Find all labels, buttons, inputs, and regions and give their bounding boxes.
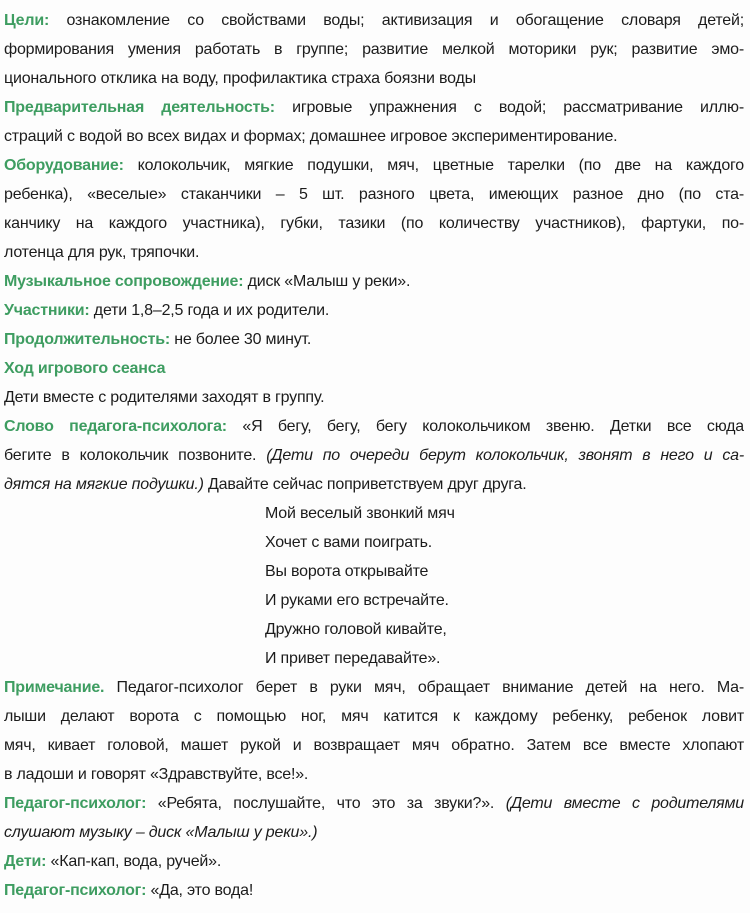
stage-direction-text: дятся на мягкие подушки.) (4, 476, 204, 493)
text-line (4, 93, 744, 122)
text-run: страций с водой во всех видах и формах; домашнее игровое экспериментирование. (4, 128, 618, 145)
text-run: И руками его встречайте. (265, 592, 449, 609)
text-line (4, 586, 744, 615)
paragraph (4, 296, 744, 325)
text-line (4, 180, 744, 209)
paragraph (4, 267, 744, 296)
text-run: И привет передавайте». (265, 650, 441, 667)
text-run: Хочет с вами поиграть. (265, 534, 433, 551)
text-run: Дружно головой кивайте, (265, 621, 447, 638)
text-line (4, 818, 744, 847)
text-line (4, 122, 744, 151)
text-run: мяч, кивает головой, машет рукой и возвращает мяч обратно. Затем все вместе хлопают (4, 737, 744, 754)
text-run: ционального отклика на воду, профилактика страха боязни воды (4, 70, 476, 87)
text-line (4, 615, 744, 644)
text-run: «Ребята, послушайте, что это за звуки?». (146, 795, 506, 812)
paragraph (4, 6, 744, 93)
text-run: лыши делают ворота с помощью ног, мяч катится к каждому ребенку, ребенок ловит (4, 708, 744, 725)
paragraph (4, 325, 744, 354)
text-run: Дети вместе с родителями заходят в группу. (4, 389, 325, 406)
text-line (4, 847, 744, 876)
text-run: «Да, это вода! (146, 882, 254, 899)
stage-direction-text: слушают музыку – диск «Малыш у реки».) (4, 824, 318, 841)
text-line (4, 644, 744, 673)
text-line (4, 151, 744, 180)
text-run: бегите в колокольчик позвоните. (4, 447, 267, 464)
text-line (4, 6, 744, 35)
text-line (4, 35, 744, 64)
text-line (4, 876, 744, 905)
text-line (4, 441, 744, 470)
text-run: диск «Малыш у реки». (243, 273, 411, 290)
text-run: Педагог-психолог берет в руки мяч, обращает внимание детей на него. Ма- (104, 679, 744, 696)
text-line (4, 64, 744, 93)
section-label: Предварительная деятельность: (4, 99, 275, 116)
text-run: игровые упражнения с водой; рассматривание иллю- (274, 99, 744, 116)
paragraph (4, 847, 744, 876)
section-label: Дети: (4, 853, 47, 870)
paragraph (4, 789, 744, 847)
text-line (4, 296, 744, 325)
paragraph (4, 876, 744, 905)
text-line (4, 499, 744, 528)
text-line (4, 267, 744, 296)
paragraph (4, 383, 744, 412)
text-run: не более 30 минут. (169, 331, 312, 348)
text-run: Вы ворота открывайте (265, 563, 429, 580)
text-run: ознакомление со свойствами воды; активизация и обогащение словаря детей; (49, 12, 744, 29)
text-line (4, 789, 744, 818)
text-line (4, 470, 744, 499)
section-label: Продолжительность: (4, 331, 170, 348)
text-line (4, 731, 744, 760)
text-line (4, 557, 744, 586)
section-label: Ход игрового сеанса (4, 360, 166, 377)
text-line (4, 354, 744, 383)
text-line (4, 383, 744, 412)
text-line (4, 238, 744, 267)
paragraph (4, 93, 744, 151)
section-label: Слово педагога-психолога: (4, 418, 227, 435)
text-run: колокольчик, мягкие подушки, мяч, цветные тарелки (по две на каждого (123, 157, 744, 174)
paragraph (4, 673, 744, 789)
text-line (4, 673, 744, 702)
verse-block (4, 499, 744, 673)
paragraph (4, 354, 744, 383)
text-line (4, 760, 744, 789)
section-label: Участники: (4, 302, 90, 319)
section-label: Педагог-психолог: (4, 795, 147, 812)
stage-direction-text: (Дети по очереди берут колокольчик, звонят в него и са- (266, 447, 744, 464)
section-label: Педагог-психолог: (4, 882, 147, 899)
section-label: Музыкальное сопровождение: (4, 273, 244, 290)
text-run: «Кап-кап, вода, ручей». (46, 853, 222, 870)
text-run: канчику на каждого участника), губки, тазики (по количеству участников), фартуки, по- (4, 215, 744, 232)
paragraph (4, 412, 744, 499)
text-run: формирования умения работать в группе; развитие мелкой моторики рук; развитие эмо- (4, 41, 744, 58)
text-run: дети 1,8–2,5 года и их родители. (89, 302, 330, 319)
stage-direction-text: (Дети вместе с родителями (505, 795, 744, 812)
paragraph (4, 151, 744, 267)
text-line (4, 325, 744, 354)
text-line (4, 412, 744, 441)
section-label: Примечание. (4, 679, 105, 696)
text-run: ребенка), «веселые» стаканчики – 5 шт. разного цвета, имеющих разное дно (по ста- (4, 186, 744, 203)
text-run: в ладоши и говорят «Здравствуйте, все!». (4, 766, 309, 783)
section-label: Цели: (4, 12, 50, 29)
text-run: «Я бегу, бегу, бегу колокольчиком звеню. Детки все сюда (226, 418, 744, 435)
text-line (4, 209, 744, 238)
text-line (4, 528, 744, 557)
section-label: Оборудование: (4, 157, 124, 174)
text-run: лотенца для рук, тряпочки. (4, 244, 200, 261)
text-run: Мой веселый звонкий мяч (265, 505, 455, 522)
text-line (4, 702, 744, 731)
text-run: Давайте сейчас поприветствуем друг друга. (203, 476, 527, 493)
